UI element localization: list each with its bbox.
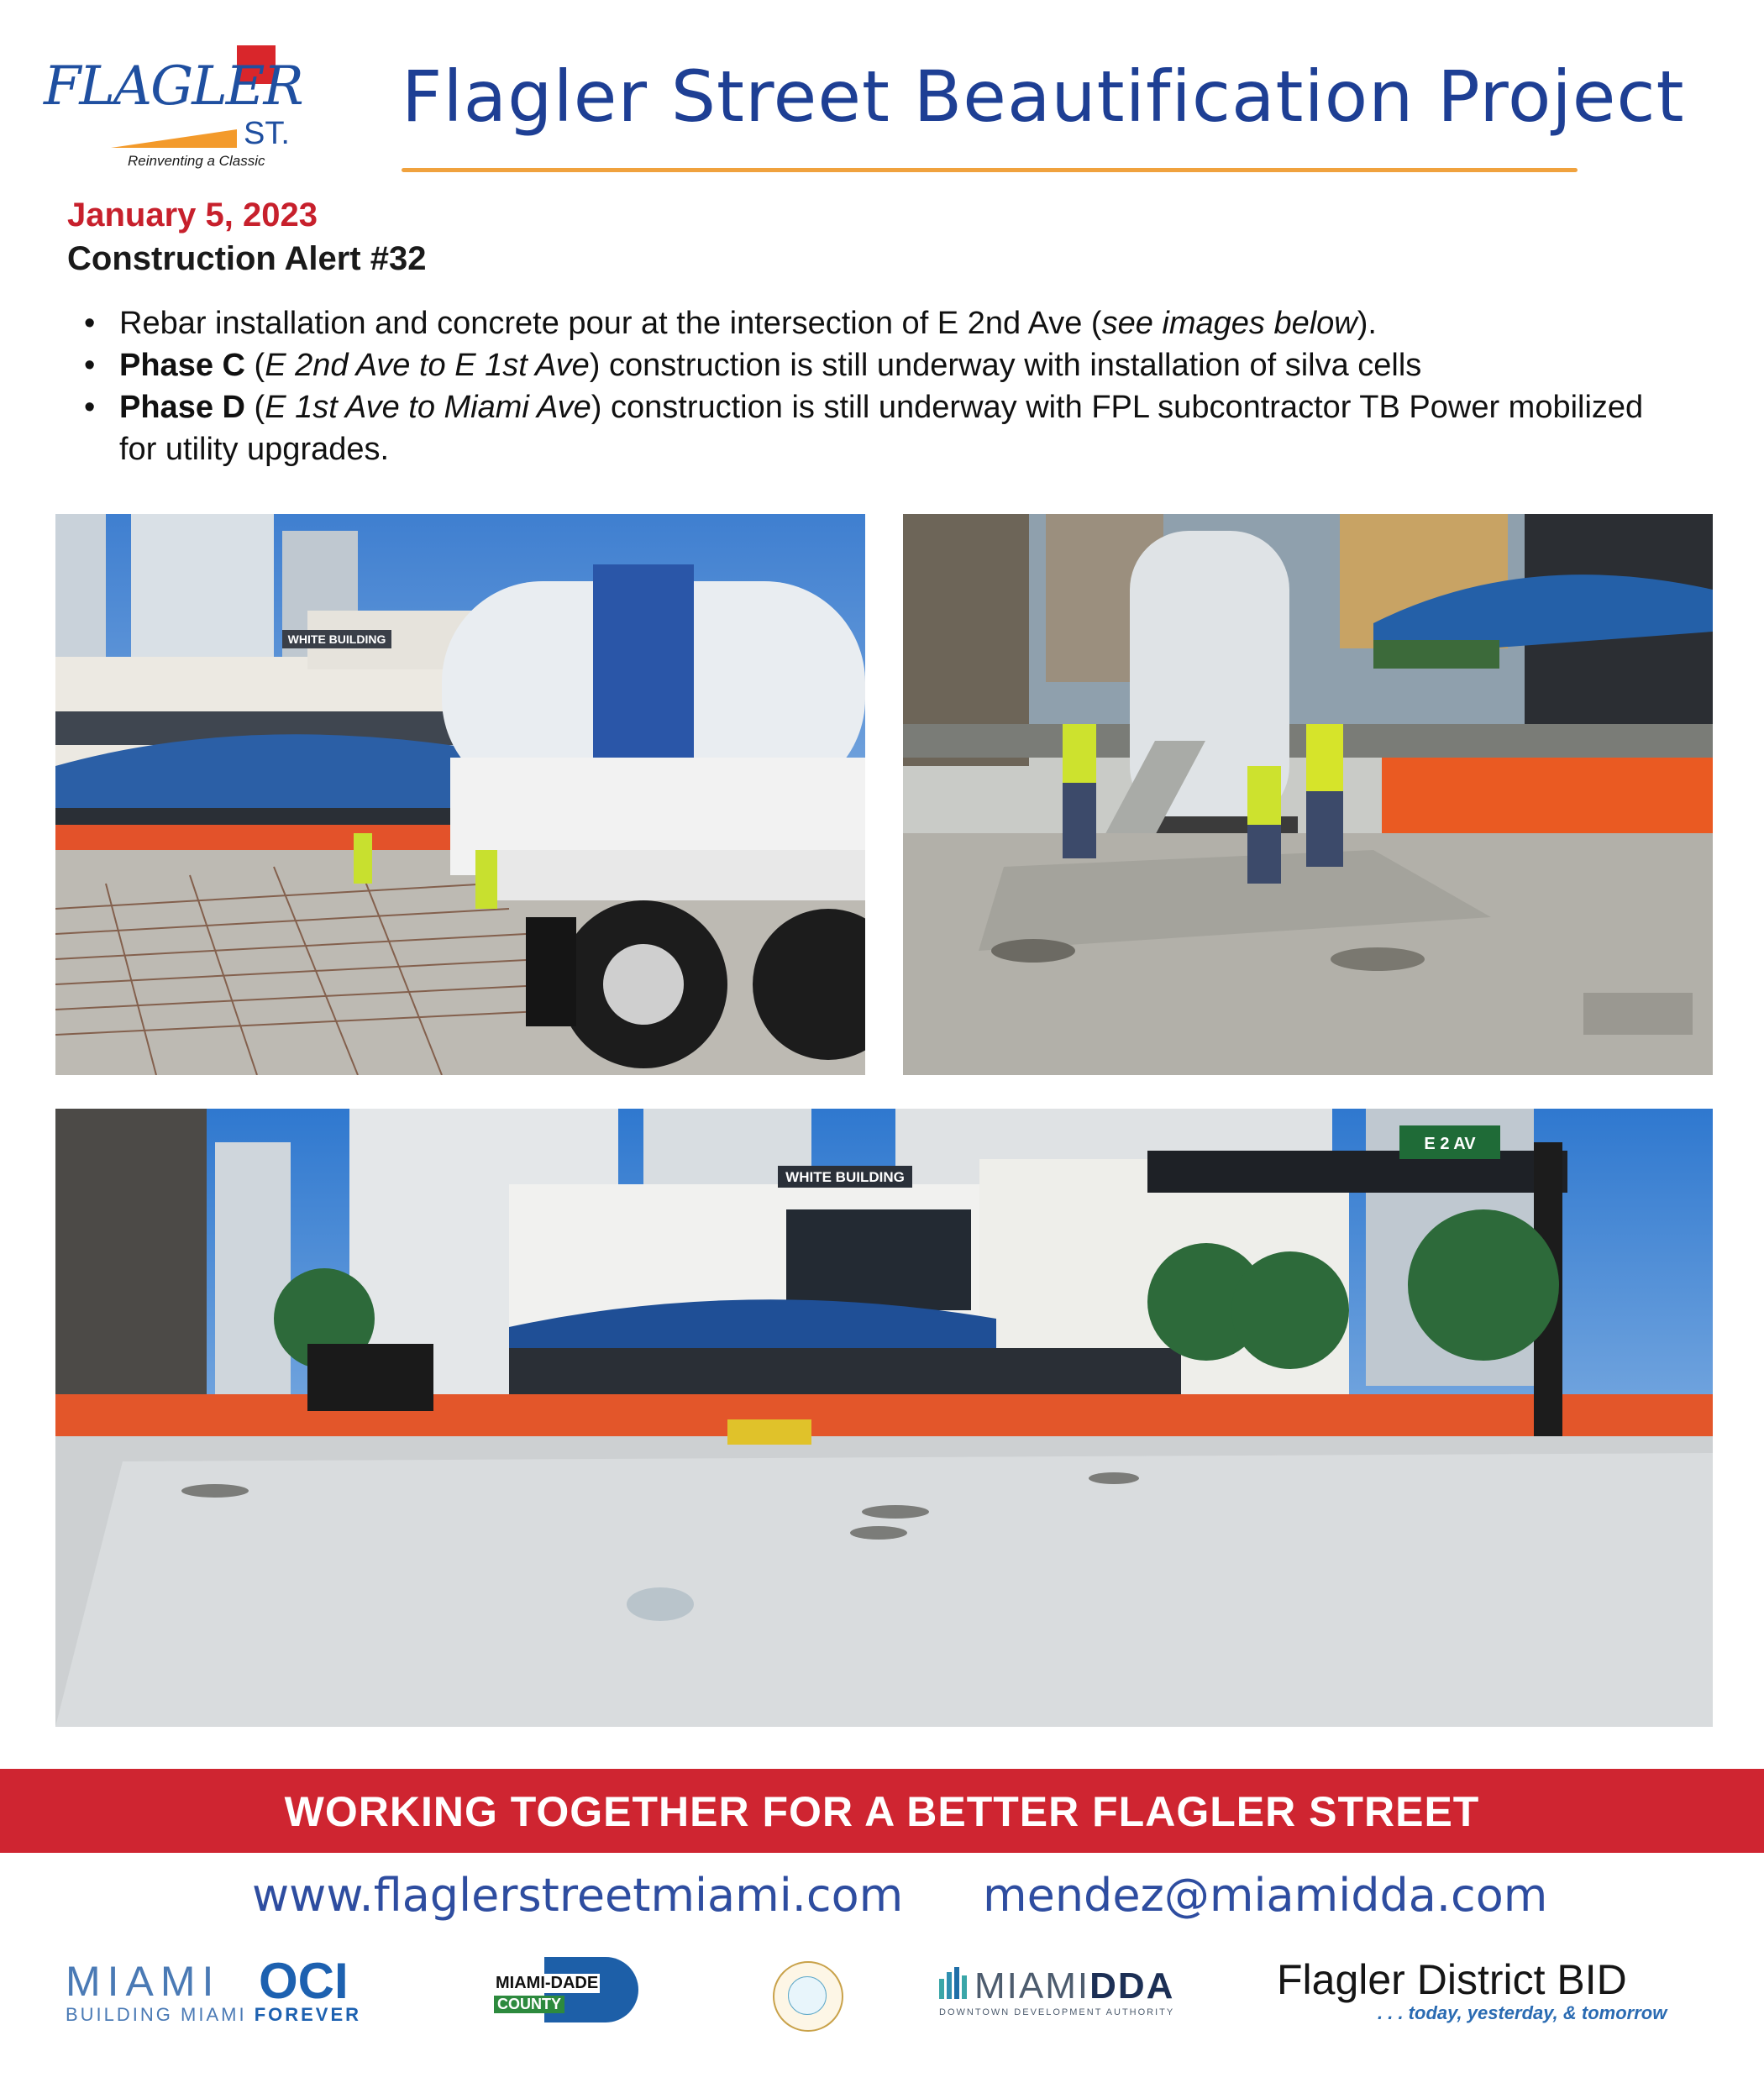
title-underline	[402, 168, 1578, 172]
photo3-building-sign: WHITE BUILDING	[785, 1169, 905, 1185]
slogan-text: WORKING TOGETHER FOR A BETTER FLAGLER STREET	[284, 1788, 1480, 1835]
alert-title: Construction Alert #32	[67, 240, 427, 277]
flagler-district-bid-logo: Flagler District BID . . . today, yesterday, & tomorrow	[1277, 1956, 1667, 2023]
page-title: Flagler Street Beautification Project	[402, 55, 1685, 138]
email-link[interactable]: mendez@miamidda.com	[983, 1869, 1548, 1922]
logo-tagline: Reinventing a Classic	[128, 153, 265, 169]
photo-concrete-pour	[903, 514, 1713, 1075]
city-of-miami-seal	[773, 1961, 843, 2032]
photo3-street-sign: E 2 AV	[1424, 1135, 1476, 1153]
bullet-item: • Rebar installation and concrete pour at the intersection of E 2nd Ave (see images below).	[84, 306, 1377, 341]
alert-date: January 5, 2023	[67, 197, 318, 233]
photo-intersection-overview	[55, 1109, 1713, 1727]
bullet-item: • Phase D (E 1st Ave to Miami Ave) construction is still underway with FPL subcontractor TB Power mobilized for utility upgrades.	[84, 390, 1644, 467]
logo-wordmark: FLAGLER	[44, 55, 302, 118]
miami-dade-county-logo: MIAMI-DADE COUNTY	[494, 1957, 638, 2024]
dda-bars-icon	[939, 1967, 973, 1999]
flagler-st-logo	[44, 40, 312, 175]
logo-st: ST.	[244, 116, 290, 151]
photo1-building-sign: WHITE BUILDING	[287, 632, 386, 646]
miami-dda-logo: MIAMIDDA DOWNTOWN DEVELOPMENT AUTHORITY	[939, 1965, 1175, 2017]
miami-oci-logo: MIAMI OCI BUILDING MIAMI FOREVER	[66, 1953, 362, 2025]
photo-concrete-truck	[55, 514, 865, 1075]
bullet-list	[84, 302, 1680, 470]
bullet-item: • Phase C (E 2nd Ave to E 1st Ave) construction is still underway with installation of silva cells	[84, 348, 1422, 383]
website-link[interactable]: www.flaglerstreetmiami.com	[252, 1869, 904, 1922]
